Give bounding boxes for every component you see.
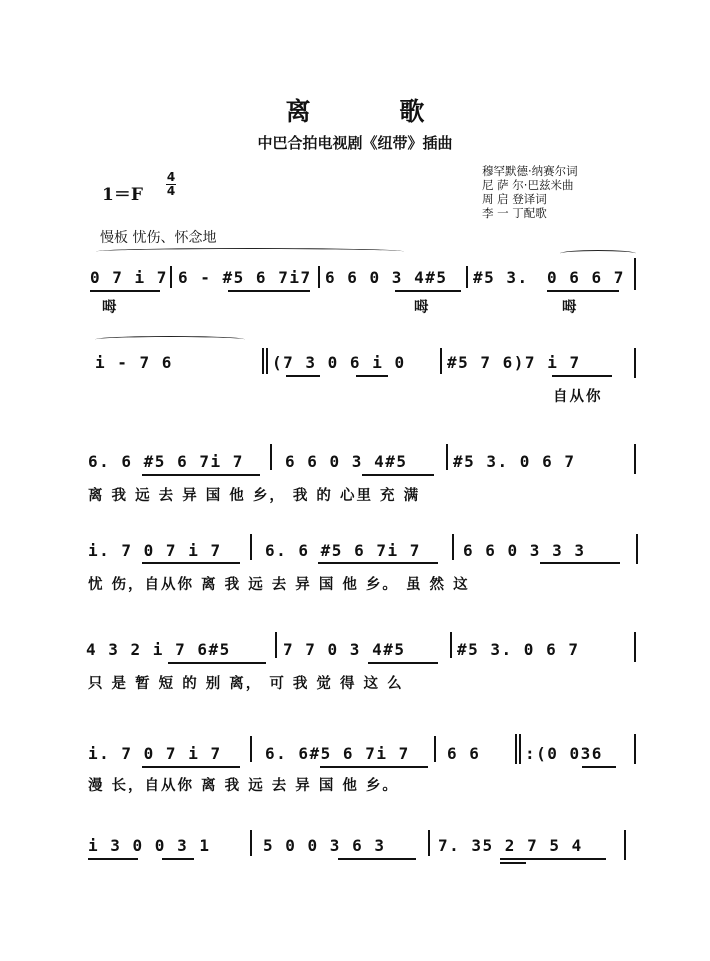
notes-measure: #5 3. 0 6 7	[457, 640, 580, 659]
lyric-syllable: 呣	[414, 300, 431, 316]
beam-underline	[582, 766, 616, 768]
notes-measure: i 3 0 0 3 1	[88, 836, 211, 855]
bar-line	[275, 632, 277, 658]
beam-underline	[318, 562, 438, 564]
bar-line	[636, 534, 638, 564]
beam-underline	[142, 474, 260, 476]
notes-measure: #5 3. 0 6 7	[453, 452, 576, 471]
time-signature-top: 4	[166, 170, 176, 184]
beam-underline	[356, 375, 388, 377]
notes-measure: #5 7 6)7 i 7	[447, 353, 581, 372]
beam-underline	[552, 375, 612, 377]
notes-measure: 7 7 0 3 4#5	[283, 640, 406, 659]
notes-measure: 7. 35 2 7 5 4	[438, 836, 583, 855]
notes-measure: i - 7 6	[95, 353, 173, 372]
notes-measure: 6 6	[447, 744, 481, 763]
key-signature: 1＝F	[102, 185, 143, 205]
bar-line	[634, 734, 636, 764]
repeat-bar-line	[515, 734, 517, 764]
phrase-slur	[560, 250, 636, 257]
lyric-syllable: 呣	[102, 300, 119, 316]
beam-underline	[320, 766, 428, 768]
song-subtitle: 中巴合拍电视剧《纽带》插曲	[257, 134, 453, 152]
lyric-line: 忧 伤，自从你 离 我 远 去 异 国 他 乡。 虽 然 这	[88, 577, 470, 593]
bar-line	[266, 348, 268, 374]
beam-underline	[228, 290, 310, 292]
phrase-slur	[95, 336, 245, 343]
phrase-slur	[96, 248, 404, 255]
bar-line	[434, 736, 436, 762]
bar-line	[318, 266, 320, 288]
beam-underline	[500, 862, 526, 864]
notes-measure: 6 6 0 3 3 3	[463, 541, 586, 560]
notes-measure: 6 6 0 3 4#5	[325, 268, 448, 287]
bar-line	[262, 348, 264, 374]
notes-measure: 0 6 6 7	[547, 268, 625, 287]
notes-measure: #5 3.	[473, 268, 529, 287]
bar-line	[452, 534, 454, 560]
bar-line	[270, 444, 272, 470]
notes-measure: 6. 6 #5 6 7i 7	[88, 452, 244, 471]
notes-measure: i. 7 0 7 i 7	[88, 541, 222, 560]
beam-underline	[547, 290, 619, 292]
bar-line	[446, 444, 448, 470]
bar-line	[466, 266, 468, 288]
beam-underline	[286, 375, 320, 377]
bar-line	[634, 632, 636, 662]
credit-composer: 尼 萨 尔·巴兹米曲	[482, 178, 574, 192]
beam-underline	[362, 474, 434, 476]
notes-measure: 0 7 i 7	[90, 268, 168, 287]
bar-line	[624, 830, 626, 860]
bar-line	[428, 830, 430, 856]
beam-underline	[168, 662, 266, 664]
bar-line	[634, 444, 636, 474]
bar-line	[634, 258, 636, 290]
bar-line	[440, 348, 442, 374]
bar-line	[450, 632, 452, 658]
notes-measure: 6. 6 #5 6 7i 7	[265, 541, 421, 560]
lyric-line: 只 是 暂 短 的 别 离， 可 我 觉 得 这 么	[88, 676, 404, 692]
bar-line	[250, 534, 252, 560]
tempo-marking: 慢板 忧伤、怀念地	[100, 230, 217, 246]
lyric-syllable: 呣	[562, 300, 579, 316]
repeat-bar-line	[519, 734, 521, 764]
beam-underline	[540, 562, 620, 564]
bar-line	[250, 736, 252, 762]
notes-measure: 5 0 0 3 6 3	[263, 836, 386, 855]
beam-underline	[395, 290, 461, 292]
beam-underline	[142, 766, 240, 768]
beam-underline	[500, 858, 606, 860]
bar-line	[634, 348, 636, 378]
bar-line	[250, 830, 252, 856]
beam-underline	[90, 290, 160, 292]
credits-block	[482, 164, 578, 220]
time-signature-bottom: 4	[166, 184, 176, 198]
credit-arranger: 李 一 丁配歌	[482, 206, 547, 220]
beam-underline	[338, 858, 416, 860]
notes-measure: (7 3 0 6 i 0	[272, 353, 406, 372]
credit-lyricist: 穆罕默德·纳赛尔词	[482, 164, 578, 178]
song-title: 离 歌	[285, 97, 465, 126]
lyric-line: 离 我 远 去 异 国 他 乡， 我 的 心里 充 满	[88, 488, 421, 504]
notes-measure: :(0 036	[525, 744, 603, 763]
notes-measure: 6. 6#5 6 7i 7	[265, 744, 410, 763]
time-signature	[166, 172, 176, 197]
notes-measure: 4 3 2 i 7 6#5	[86, 640, 231, 659]
notes-measure: 6 6 0 3 4#5	[285, 452, 408, 471]
lyric-line: 自从你	[553, 389, 603, 405]
credit-translator: 周 启 登译词	[482, 192, 547, 206]
beam-underline	[142, 562, 240, 564]
beam-underline	[368, 662, 438, 664]
notes-measure: 6 - #5 6 7i7	[178, 268, 312, 287]
beam-underline	[88, 858, 138, 860]
bar-line	[170, 266, 172, 288]
lyric-line: 漫 长，自从你 离 我 远 去 异 国 他 乡。	[88, 778, 399, 794]
beam-underline	[162, 858, 194, 860]
notes-measure: i. 7 0 7 i 7	[88, 744, 222, 763]
